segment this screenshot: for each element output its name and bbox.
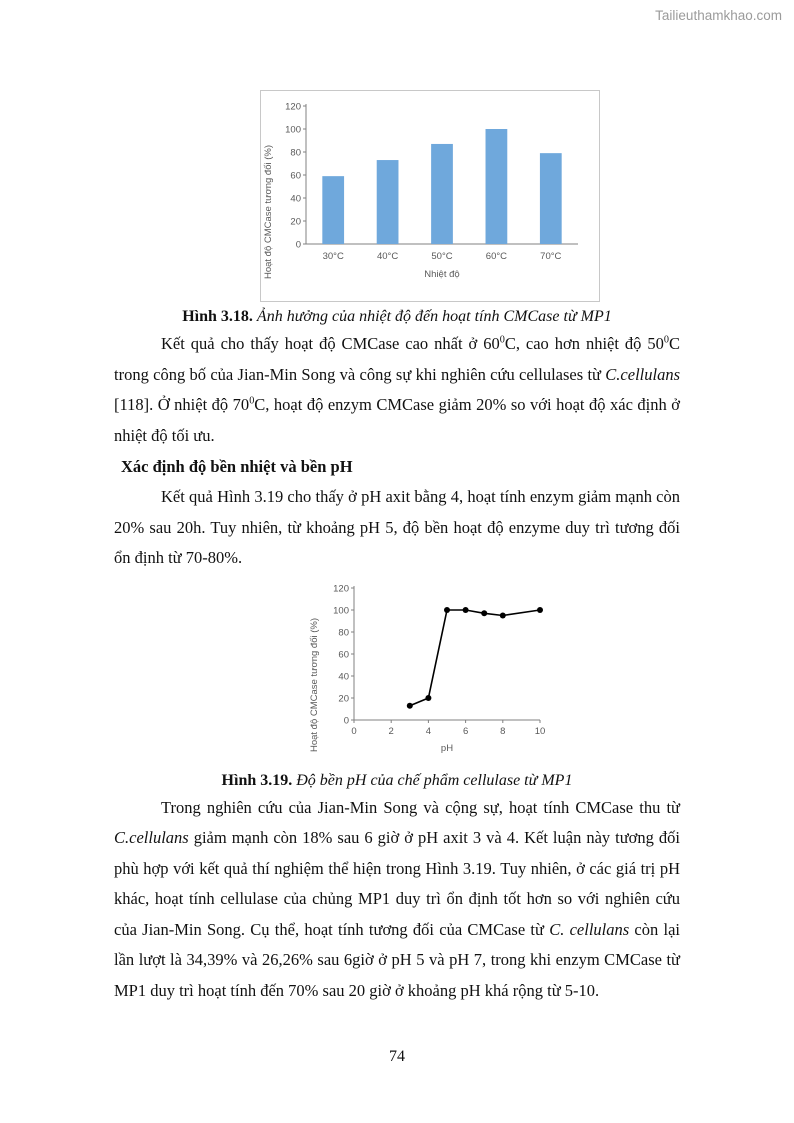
svg-text:6: 6 — [462, 725, 468, 737]
figure-3-18 — [260, 90, 600, 302]
svg-text:Nhiệt độ: Nhiệt độ — [423, 269, 460, 280]
svg-text:0: 0 — [343, 715, 349, 726]
svg-text:40: 40 — [289, 193, 301, 205]
line-chart-y-axis-label: Hoạt độ CMCase tương đối (%) — [309, 618, 320, 753]
svg-text:40°C: 40°C — [376, 251, 398, 262]
paragraph-temperature-results: Kết quả cho thấy hoạt độ CMCase cao nhất ở $60^0C$, cao hơn nhiệt độ $50^0C$ trong công bố của Jian-Min Song và công sự khi nghiên cứu cellulases từ C.cellulans [118]. Ở nhiệt độ $70^0C$, hoạt độ enzym CMCase giảm 20% so với hoạt độ xác định ở nhiệt độ tối ưu. — [114, 334, 680, 445]
line-chart — [320, 576, 552, 766]
svg-text:50°C: 50°C — [430, 251, 453, 262]
figure-3-19 — [310, 576, 680, 766]
paragraph-ph-stability: Kết quả Hình 3.19 cho thấy ở pH axit bằng 4, hoạt tính enzym giảm mạnh còn 20% sau 20h. Tuy nhiên, từ khoảng pH 5, độ bền hoạt độ enzyme duy trì tương đối ổn định từ 70-80%. — [114, 487, 680, 567]
figure-3-18-caption: Hình 3.18. Ảnh hưởng của nhiệt độ đến hoạt tính CMCase từ MP1 — [182, 308, 612, 325]
bar-chart-y-axis-label: Hoạt độ CMCase tương đối (%) — [263, 144, 274, 280]
svg-text:pH: pH — [440, 742, 453, 754]
svg-text:70°C: 70°C — [539, 251, 561, 262]
svg-text:100: 100 — [332, 605, 349, 616]
svg-text:60°C: 60°C — [485, 251, 507, 262]
svg-text:0: 0 — [350, 725, 357, 737]
svg-text:80: 80 — [289, 147, 301, 159]
svg-text:20: 20 — [337, 693, 349, 704]
watermark: Tailieuthamkhao.com — [655, 8, 782, 23]
svg-text:120: 120 — [332, 583, 349, 594]
svg-text:4: 4 — [425, 725, 431, 737]
svg-text:10: 10 — [534, 725, 545, 737]
svg-text:100: 100 — [284, 124, 301, 136]
svg-text:40: 40 — [337, 671, 349, 682]
figure-3-19-caption: Hình 3.19. Độ bền pH của chế phẩm cellulase từ MP1 — [221, 771, 573, 789]
paragraph-ph-discussion: Trong nghiên cứu của Jian-Min Song và cộng sự, hoạt tính CMCase thu từ C.cellulans giảm mạnh còn 18% sau 6 giờ ở pH axit 3 và 4. Kết luận này tương đối phù hợp với kết quả thí nghiệm thể hiện trong Hình 3.19. Tuy nhiên, ở các giá trị pH khác, hoạt tính cellulase của chủng MP1 duy trì ổn định tốt hơn so với nghiên cứu của Jian-Min Song. Cụ thể, hoạt tính tương đối của CMCase từ C. cellulans còn lại lần lượt là 34,39% và 26,26% sau 6giờ ở pH 5 và pH 7, trong khi enzym CMCase từ MP1 duy trì hoạt tính đến 70% sau 20 giờ ở khoảng pH khá rộng từ 5-10. — [114, 797, 680, 1000]
section-heading: Xác định độ bền nhiệt và bền pH — [121, 457, 353, 476]
svg-text:2: 2 — [388, 725, 394, 737]
svg-text:80: 80 — [337, 627, 349, 638]
svg-text:0: 0 — [295, 239, 301, 251]
svg-text:30°C: 30°C — [322, 251, 344, 262]
svg-text:60: 60 — [337, 649, 349, 660]
page-number: 74 — [389, 1048, 405, 1065]
bar-chart — [274, 94, 586, 300]
svg-text:8: 8 — [499, 725, 505, 737]
svg-text:60: 60 — [289, 170, 301, 182]
svg-text:20: 20 — [289, 216, 301, 228]
svg-text:120: 120 — [284, 101, 301, 113]
